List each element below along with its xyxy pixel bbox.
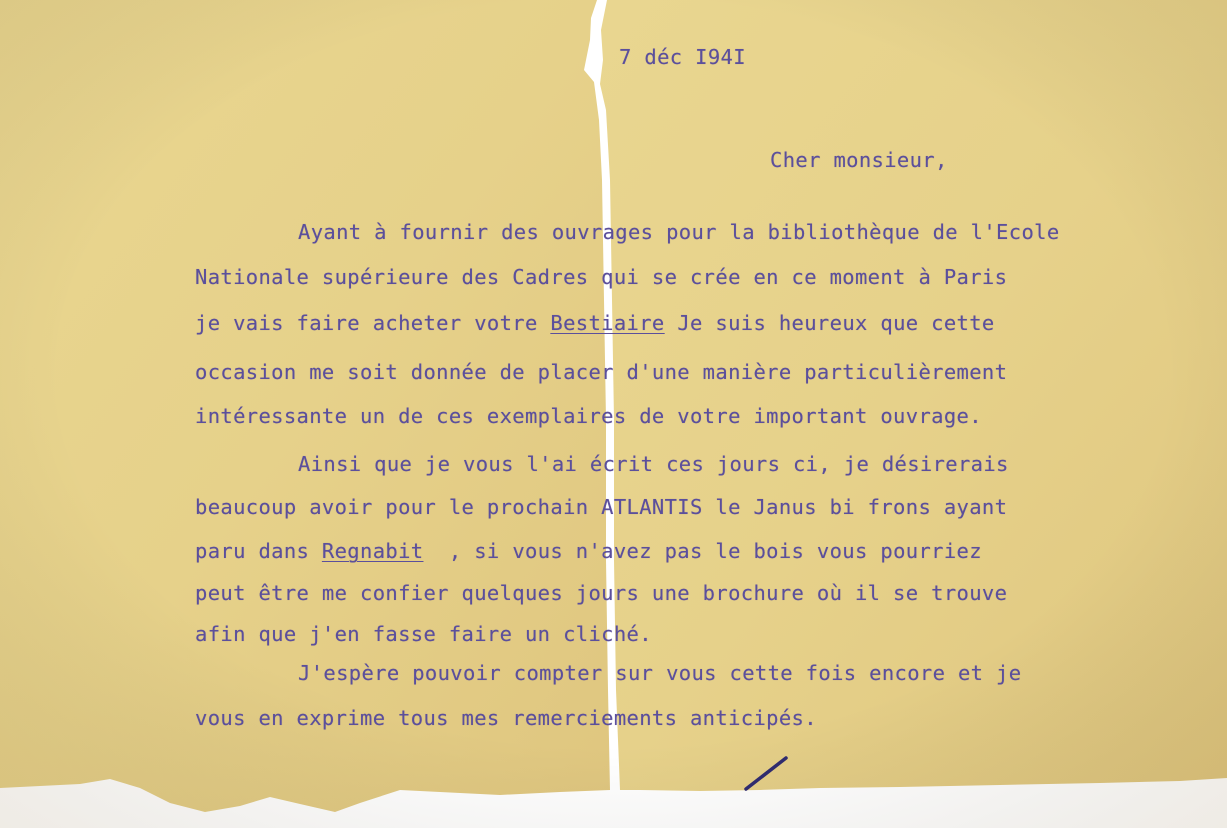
letter-line: Nationale supérieure des Cadres qui se crée en ce moment à Paris [195,265,1008,289]
letter-text: , si vous n'avez pas le bois vous pourriez [423,539,982,563]
letter-line [195,541,982,562]
letter-line: afin que j'en fasse faire un cliché. [195,622,652,646]
letter-line: J'espère pouvoir compter sur vous cette fois encore et je [298,661,1022,685]
journal-title-regnabit: Regnabit [321,539,424,563]
letter-salutation: Cher monsieur, [770,148,948,172]
book-title-bestiaire: Bestiaire [550,311,665,335]
letter-line: Ainsi que je vous l'ai écrit ces jours ci, je désirerais [298,452,1009,476]
letter-date: 7 déc I94I [619,45,746,69]
letter-line: peut être me confier quelques jours une brochure où il se trouve [195,581,1008,605]
letter-text: Je suis heureux que cette [664,311,995,335]
letter-text: je vais faire acheter votre [195,311,551,335]
letter-line: vous en exprime tous mes remerciements anticipés. [195,706,817,730]
letter-line: Ayant à fournir des ouvrages pour la bibliothèque de l'Ecole [298,220,1060,244]
letter-line: intéressante un de ces exemplaires de votre important ouvrage. [195,404,982,428]
letter-line: occasion me soit donnée de placer d'une manière particulièrement [195,360,1008,384]
letter-text: paru dans [195,539,322,563]
letter-line: beaucoup avoir pour le prochain ATLANTIS le Janus bi frons ayant [195,495,1008,519]
letter-line [195,313,995,334]
